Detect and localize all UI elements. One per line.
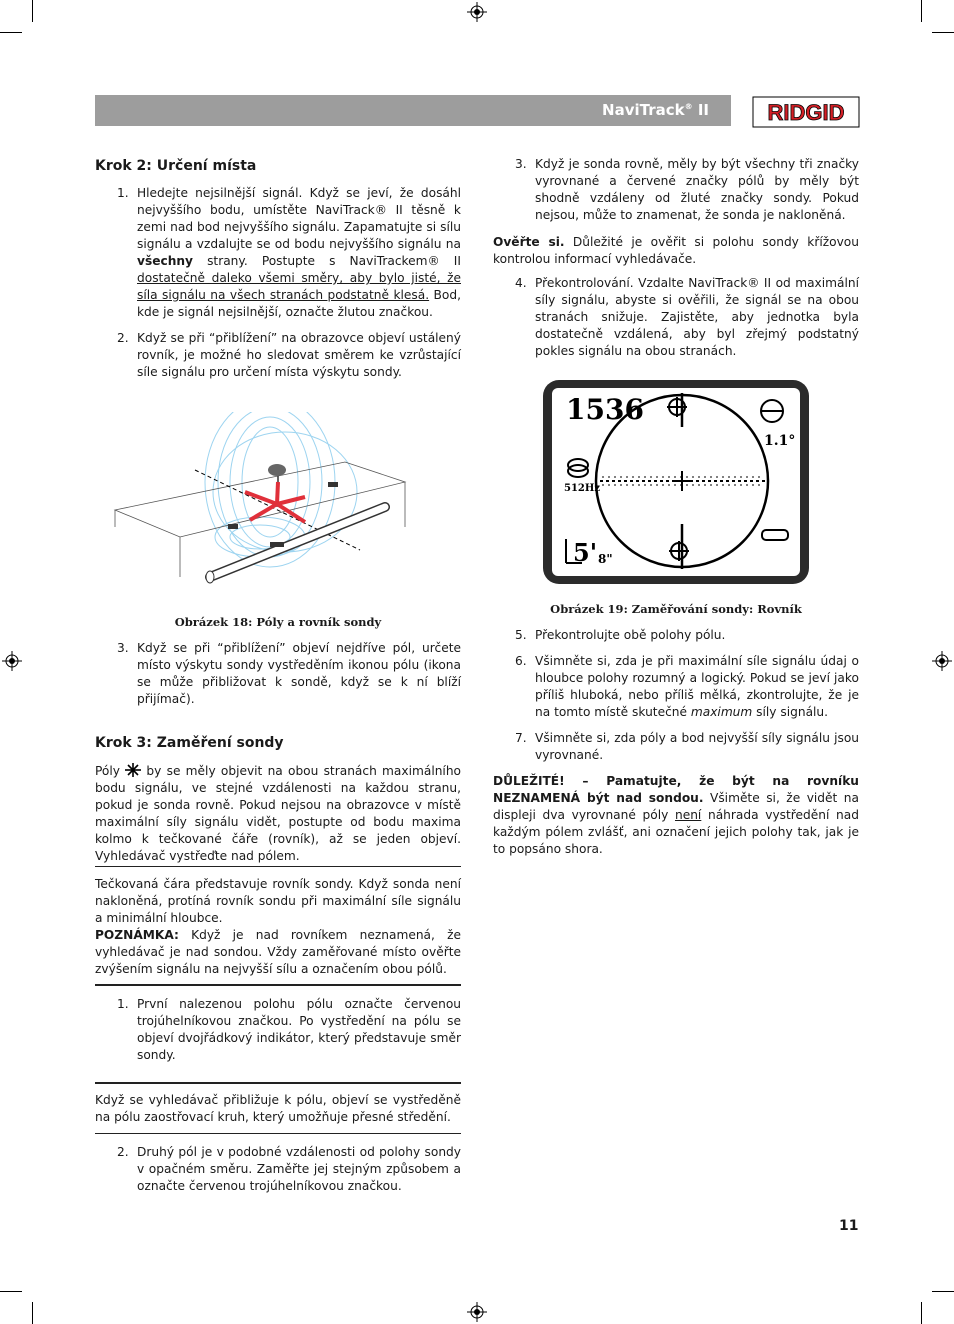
left-column-part2 bbox=[95, 640, 461, 865]
right-column bbox=[493, 156, 859, 360]
heading-krok2: Krok 2: Určení místa bbox=[95, 158, 257, 174]
list-item: 1. První nalezenou polohu pólu označte červenou trojúhelníkovou značkou. Po vystředění na pólu se objeví dvojřádkový indikátor, který představuje směr sondy. bbox=[117, 997, 461, 1062]
ridgid-logo bbox=[752, 96, 860, 128]
header-bar bbox=[95, 95, 731, 126]
figure-18-caption: Obrázek 18: Póly a rovník sondy bbox=[174, 615, 382, 629]
list-item: 1. Hledejte nejsilnější signál. Když se jeví, že dosáhl nejvyššího bodu, umístěte NaviTrack® II těsně k zemi nad bod nejvyššího signálu. Zapamatujte si sílu signálu a vzdalujte se od bodu nejvyššího signálu na všechny strany. Postupte s NaviTrackem® II dostatečně daleko všemi směry, aby bylo jisté, že síla signálu na všech stranách podstatně klesá. Bod, kde je signál nejsilnější, označte žlutou značkou. bbox=[117, 186, 461, 319]
divider bbox=[95, 1082, 461, 1084]
registration-mark-icon bbox=[467, 2, 487, 22]
crop-mark bbox=[921, 0, 922, 22]
note-text: Tečkovaná čára představuje rovník sondy. Když sonda není nakloněná, protíná rovník sondu při maximální síle signálu a minimální hloubce. bbox=[95, 877, 461, 925]
figure-19-screen bbox=[542, 379, 810, 585]
registration-mark-icon bbox=[932, 651, 952, 671]
signal-strength-readout: 1536 bbox=[566, 393, 644, 426]
header-title: NaviTrack® II bbox=[602, 101, 709, 119]
left-column-part3 bbox=[95, 996, 461, 1064]
figure-18-illustration bbox=[110, 412, 410, 597]
list-item: 3. Když se při “přiblížení” objeví nejdříve pól, určete místo výskytu sondy vystředěním ikonou pólu (ikona se může přibližovat k sondě, když se k ní blíží přijímač). bbox=[117, 641, 461, 706]
svg-text:RIDGID: RIDGID bbox=[767, 100, 845, 125]
right-column-part2 bbox=[493, 627, 859, 858]
figure-19-caption: Obrázek 19: Zaměřování sondy: Rovník bbox=[550, 602, 802, 616]
note-text: Když se vyhledávač přibližuje k pólu, objeví se vystředěně na pólu zaostřovací kruh, který umožňuje přesné středění. bbox=[95, 1093, 461, 1124]
left-column bbox=[95, 157, 461, 381]
list-item: 2. Když se při “přiblížení” na obrazovce objeví ustálený rovník, je možné ho sledovat směrem ke vzrůstající síle signálu pro určení místa výskytu sondy. bbox=[117, 331, 461, 379]
crop-mark bbox=[0, 32, 22, 33]
heading-krok3: Krok 3: Zaměření sondy bbox=[95, 735, 284, 751]
paragraph: Ověřte si. Důležité je ověřit si polohu sondy křížovou kontrolou informací vyhledávače. bbox=[493, 235, 859, 266]
frequency-readout: 512Hz bbox=[564, 483, 601, 494]
list-item: 2. Druhý pól je v podobné vzdálenosti od polohy sondy v opačném směru. Zaměřte jej stejným způsobem a označte červenou trojúhelníkovou značkou. bbox=[117, 1145, 461, 1193]
crop-mark bbox=[0, 1291, 22, 1292]
list-item: 3. Když je sonda rovně, měly by být všechny tři značky vyrovnané a červené značky pólů by měly být shodně vzdáleny od žluté značky sondy. Pokud nejsou, může to znamenat, že sonda je nakloněná. bbox=[515, 157, 859, 222]
depth-inches-readout: 8" bbox=[598, 552, 613, 566]
divider bbox=[95, 1133, 461, 1134]
list-item: 4. Překontrolování. Vzdalte NaviTrack® II od maximální síly signálu, abyste si ověřili, že signál se na obou stranách snižuje. Zajistěte, aby jednotka byla dostatečně vzdálená, aby byl zřejmý podstatný pokles signálu na obou stranách. bbox=[515, 276, 859, 358]
crop-mark bbox=[32, 1302, 33, 1324]
note-box bbox=[95, 876, 461, 978]
pole-icon bbox=[125, 763, 141, 777]
crop-mark bbox=[932, 32, 954, 33]
left-column-part4 bbox=[95, 1144, 461, 1195]
depth-feet-readout: 5' bbox=[573, 538, 598, 567]
divider bbox=[95, 866, 461, 867]
crop-mark bbox=[32, 0, 33, 22]
note-text: POZNÁMKA: Když je nad rovníkem neznamená, že vyhledávač je nad sondou. Vždy zaměřované místo ověřte zvýšením signálu na nejvyšší sílu a označením obou pólů. bbox=[95, 928, 461, 976]
registration-mark-icon bbox=[2, 651, 22, 671]
note-box bbox=[95, 1092, 461, 1126]
page-number: 11 bbox=[839, 1218, 859, 1234]
divider bbox=[95, 984, 461, 986]
important-paragraph: DŮLEŽITÉ! – Pamatujte, že být na rovníku NEZNAMENÁ být nad sondou. Všiměte si, že vidět na displeji dva vyrovnané póly není náhrada vystředění nad každým pólem zvlášť, ani označení jejich polohy tak, jak je to popsáno shora. bbox=[493, 774, 859, 856]
list-item: 6. Všimněte si, zda je při maximální síle signálu údaj o hloubce polohy rozumný a logický. Pokud se jeví jako příliš hluboká, nebo příliš mělká, zkontrolujte, že je na tomto místě skutečné maximum síly signálu. bbox=[515, 654, 859, 719]
angle-readout: 1.1° bbox=[764, 433, 796, 449]
crop-mark bbox=[921, 1302, 922, 1324]
list-item: 7. Všimněte si, zda póly a bod nejvyšší síly signálu jsou vyrovnané. bbox=[515, 731, 859, 762]
list-item: 5. Překontrolujte obě polohy pólu. bbox=[515, 628, 726, 642]
crop-mark bbox=[932, 1291, 954, 1292]
registration-mark-icon bbox=[467, 1302, 487, 1322]
paragraph: Póly by se měly objevit na obou stranách maximálního bodu signálu, ve stejné vzdálenosti na každou stranu, pokud je sonda rovně. Pokud nejsou na obrazovce v místě maximální síly signálu vidět, postupte od bodu maxima kolmo k tečkované čáře (rovník), až se jeden objeví. Vyhledávač vystřeďte nad pólem. bbox=[95, 764, 461, 863]
